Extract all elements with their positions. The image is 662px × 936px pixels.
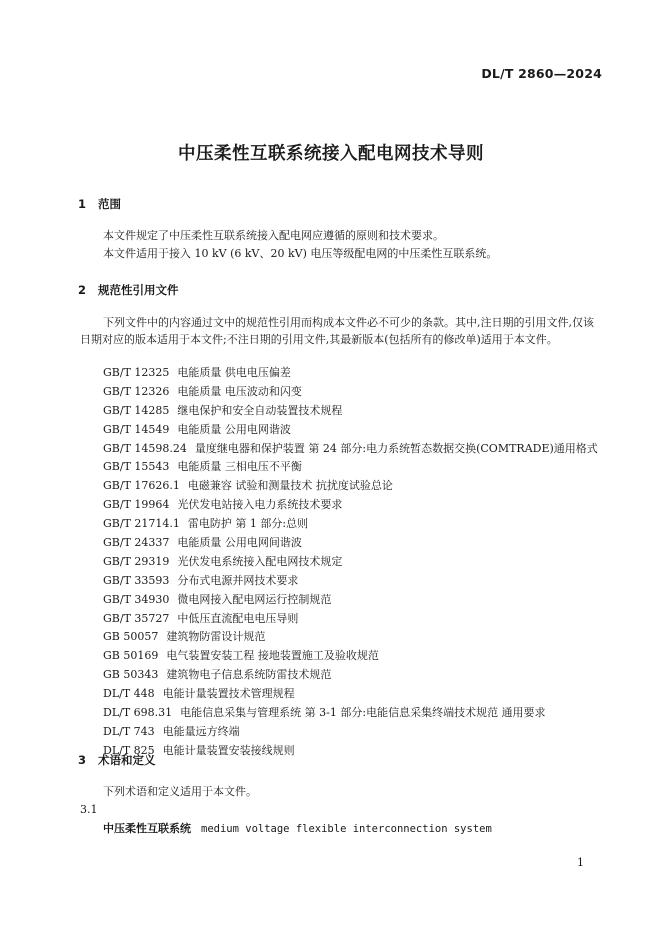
reference-item — [103, 402, 598, 421]
reference-code: GB 50169 — [103, 649, 159, 663]
reference-title: 电能质量 供电电压偏差 — [177, 366, 291, 379]
reference-title: 电能计量装置技术管理规程 — [162, 687, 295, 701]
clause-number: 3.1 — [80, 803, 98, 816]
reference-code: GB/T 19964 — [103, 498, 170, 512]
reference-code: GB/T 24337 — [103, 536, 170, 550]
section-3-intro: 下列术语和定义适用于本文件。 — [103, 785, 257, 798]
reference-item — [103, 534, 598, 553]
reference-title: 雷电防护 第 1 部分:总则 — [187, 517, 309, 531]
reference-code: DL/T 448 — [103, 687, 155, 701]
reference-item — [103, 742, 598, 761]
reference-code: GB/T 34930 — [103, 592, 170, 606]
reference-title: 电气装置安装工程 接地装置施工及验收规范 — [166, 649, 379, 663]
reference-item — [103, 553, 598, 572]
reference-title: 电能质量 电压波动和闪变 — [177, 384, 302, 398]
section-number: 1 — [78, 197, 87, 211]
reference-title: 分布式电源并网技术要求 — [177, 573, 299, 587]
reference-item — [103, 496, 598, 515]
reference-title: 电能质量 三相电压不平衡 — [177, 460, 302, 474]
standard-code: DL/T 2860—2024 — [481, 66, 602, 81]
reference-item — [103, 421, 598, 440]
reference-code: DL/T 698.31 — [103, 706, 173, 720]
reference-item — [103, 572, 598, 591]
reference-item — [103, 628, 598, 647]
reference-code: GB/T 12325 — [103, 366, 170, 379]
document-title: 中压柔性互联系统接入配电网技术导则 — [178, 144, 484, 164]
reference-item — [103, 666, 598, 685]
reference-code: GB/T 14549 — [103, 422, 170, 436]
reference-code: GB/T 14598.24 — [103, 441, 187, 455]
reference-code: GB/T 12326 — [103, 384, 170, 398]
reference-item — [103, 440, 598, 459]
reference-title: 建筑物电子信息系统防雷技术规范 — [166, 668, 332, 682]
reference-title: 继电保护和安全自动装置技术规程 — [177, 403, 343, 417]
section-title: 规范性引用文件 — [98, 283, 179, 297]
reference-item — [103, 610, 598, 629]
reference-code: DL/T 825 — [103, 743, 155, 757]
reference-item — [103, 515, 598, 534]
section-1-paragraph-2: 本文件适用于接入 10 kV (6 kV、20 kV) 电压等级配电网的中压柔性互联系统。 — [103, 247, 498, 260]
reference-title: 光伏发电系统接入配电网技术规定 — [177, 554, 343, 568]
section-2-intro: 下列文件中的内容通过文中的规范性引用而构成本文件必不可少的条款。其中,注日期的引用文件,仅该日期对应的版本适用于本文件;不注日期的引用文件,其最新版本(包括所有的修改单)适用于本文件。 — [80, 316, 594, 346]
reference-code: GB/T 29319 — [103, 554, 170, 568]
section-3-heading — [78, 752, 156, 768]
reference-code: GB 50057 — [103, 630, 159, 644]
page-number: 1 — [577, 856, 584, 869]
reference-item — [103, 685, 598, 704]
reference-title: 电能计量装置安装接线规则 — [162, 743, 295, 757]
reference-item — [103, 723, 598, 742]
reference-code: GB/T 15543 — [103, 460, 170, 474]
reference-code: GB/T 14285 — [103, 403, 170, 417]
section-2-heading — [78, 282, 179, 298]
section-title: 术语和定义 — [98, 753, 156, 767]
reference-item — [103, 383, 598, 402]
reference-item — [103, 704, 598, 723]
reference-list — [103, 364, 598, 761]
reference-item — [103, 458, 598, 477]
reference-item — [103, 364, 598, 383]
reference-title: 中低压直流配电电压导则 — [177, 611, 299, 625]
term-english: medium voltage flexible interconnection system — [201, 823, 492, 835]
reference-code: GB/T 33593 — [103, 573, 170, 587]
reference-code: GB/T 21714.1 — [103, 517, 180, 531]
reference-title: 微电网接入配电网运行控制规范 — [177, 592, 332, 606]
reference-item — [103, 647, 598, 666]
section-1-heading — [78, 196, 121, 212]
reference-title: 电能质量 公用电网谐波 — [177, 422, 291, 436]
reference-title: 电能质量 公用电网间谐波 — [177, 536, 302, 550]
reference-title: 电磁兼容 试验和测量技术 抗扰度试验总论 — [187, 479, 393, 493]
reference-code: DL/T 743 — [103, 724, 155, 738]
reference-item — [103, 477, 598, 496]
section-title: 范围 — [98, 197, 121, 211]
reference-item — [103, 591, 598, 610]
reference-title: 电能信息采集与管理系统 第 3-1 部分:电能信息采集终端技术规范 通用要求 — [180, 706, 546, 720]
reference-code: GB/T 17626.1 — [103, 479, 180, 493]
term-chinese: 中压柔性互联系统 — [103, 822, 191, 835]
section-number: 2 — [78, 283, 87, 297]
reference-code: GB/T 35727 — [103, 611, 170, 625]
section-number: 3 — [78, 753, 87, 767]
term-entry — [103, 820, 492, 836]
section-1-paragraph-1: 本文件规定了中压柔性互联系统接入配电网应遵循的原则和技术要求。 — [103, 229, 444, 242]
reference-title: 建筑物防雷设计规范 — [166, 630, 266, 644]
reference-title: 量度继电器和保护装置 第 24 部分:电力系统暂态数据交换(COMTRADE)通用格式 — [194, 441, 598, 455]
reference-code: GB 50343 — [103, 668, 159, 682]
reference-title: 光伏发电站接入电力系统技术要求 — [177, 498, 343, 512]
reference-title: 电能量远方终端 — [162, 724, 240, 738]
